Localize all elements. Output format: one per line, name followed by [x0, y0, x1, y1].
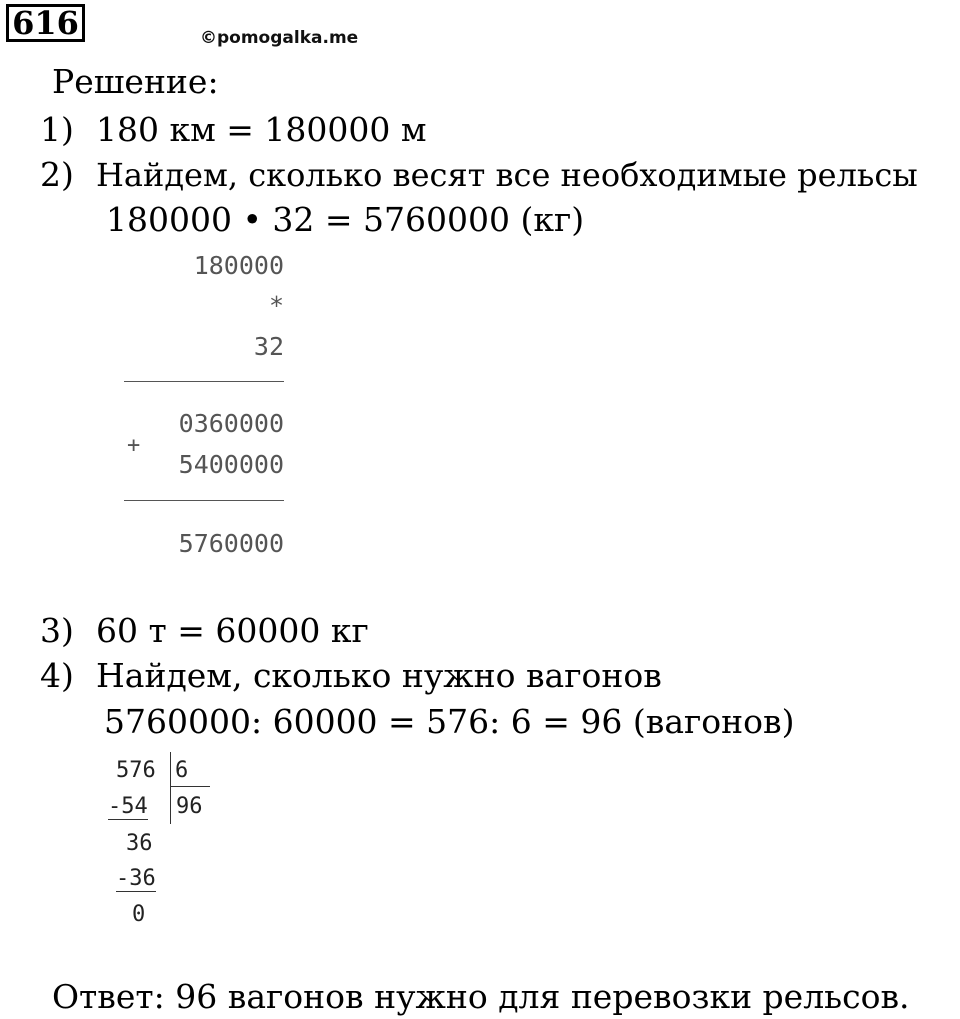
mult-plus-sign: +	[127, 433, 141, 458]
problem-number: 616	[6, 4, 85, 42]
step-1-text: 180 км = 180000 м	[96, 110, 427, 149]
step-4-formula: 5760000: 60000 = 576: 6 = 96 (вагонов)	[104, 702, 795, 741]
mult-sum-line	[124, 500, 284, 501]
mult-multiplicand: 180000	[193, 251, 284, 280]
step-2-index: 2)	[40, 155, 74, 194]
div-divisor-line	[170, 786, 210, 787]
mult-multiplier: 32	[253, 332, 284, 361]
solution-title: Решение:	[52, 62, 219, 101]
div-subtract-1: -54	[108, 794, 148, 819]
step-4-index: 4)	[40, 656, 74, 695]
div-vertical-bar	[170, 752, 171, 824]
div-remainder-final: 0	[132, 902, 146, 927]
watermark: ©pomogalka.me	[200, 28, 359, 48]
div-remainder-1: 36	[126, 831, 153, 856]
answer-text: Ответ: 96 вагонов нужно для перевозки рельсов.	[52, 977, 910, 1016]
step-2-formula: 180000 • 32 = 5760000 (кг)	[106, 200, 585, 239]
mult-result: 5760000	[178, 529, 284, 558]
step-2-text: Найдем, сколько весят все необходимые рельсы	[96, 156, 918, 194]
div-subtract-2: -36	[116, 866, 156, 891]
step-3-text: 60 т = 60000 кг	[96, 611, 369, 650]
mult-operator: *	[268, 291, 284, 320]
div-quotient: 96	[176, 794, 203, 819]
step-3-index: 3)	[40, 611, 74, 650]
step-4-text: Найдем, сколько нужно вагонов	[96, 656, 662, 695]
div-divisor: 6	[175, 758, 189, 783]
step-1-index: 1)	[40, 110, 74, 149]
div-dividend: 576	[116, 758, 156, 783]
mult-partial-1: 0360000	[178, 409, 284, 438]
mult-partial-2: 5400000	[178, 450, 284, 479]
mult-divider-line	[124, 381, 284, 382]
